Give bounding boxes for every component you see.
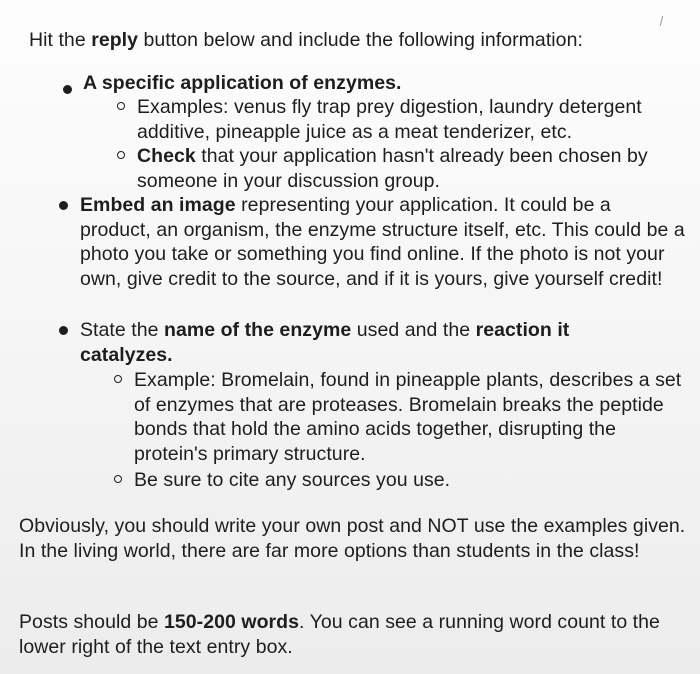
bullet-1-bold: A specific application of enzymes. (83, 72, 402, 94)
bullet-3-bold1: name of the enzyme (163, 319, 352, 341)
sub-circle-1-2 (117, 151, 125, 159)
paragraph-word-count (19, 610, 691, 659)
sub-1-2-bold: Check (137, 145, 196, 167)
para2-post: . You can see a running word count to the lower right of the text entry box. (19, 611, 660, 658)
para2-pre: Posts should be (19, 611, 164, 633)
bullet-2-rest: representing your application. It could be a product, an organism, the enzyme structure itself, etc. This could be a photo you take or something you find online. If the photo is not your own, give credit to the source, and if it is yours, give yourself credit! (80, 194, 685, 290)
sub-circle-1-1 (117, 102, 125, 110)
paragraph-originality: Obviously, you should write your own post and NOT use the examples given. In the living world, there are far more options than students in the class! (19, 515, 686, 562)
sub-3-1-text: Example: Bromelain, found in pineapple plants, describes a set of enzymes that are proteases. Bromelain breaks the peptide bonds that hold the amino acids together, disrupting the protein's primary structure. (134, 369, 682, 465)
sub-1-2-rest: that your application hasn't already been chosen by someone in your discussion group. (137, 145, 648, 192)
bullet-dot-3 (59, 326, 68, 335)
bullet-2-bold: Embed an image (80, 194, 236, 216)
sub-circle-3-2 (114, 475, 122, 483)
bullet-dot-1 (63, 85, 72, 94)
sub-circle-3-1 (114, 375, 122, 383)
bullet-3-text (80, 318, 610, 367)
bullet-dot-2 (59, 201, 68, 210)
sub-1-1-text: Examples: venus fly trap prey digestion, laundry detergent additive, pineapple juice as a meat tenderizer, etc. (137, 96, 642, 143)
intro-post: button below and include the following information: (138, 29, 583, 51)
intro-pre: Hit the (29, 29, 92, 51)
intro-line (29, 28, 689, 53)
bullet-3-bold2: reaction it catalyzes. (80, 319, 570, 366)
bullet-3-mid: used and the (351, 319, 476, 341)
sub-1-2-text (137, 144, 667, 193)
intro-reply: reply (91, 29, 139, 51)
para2-bold: 150-200 words (163, 611, 300, 633)
pen-mark (660, 16, 665, 26)
sub-3-2-text: Be sure to cite any sources you use. (134, 469, 451, 491)
bullet-3-pre: State the (80, 319, 164, 341)
bullet-2-text (80, 193, 687, 291)
bullet-1-text (83, 71, 683, 96)
